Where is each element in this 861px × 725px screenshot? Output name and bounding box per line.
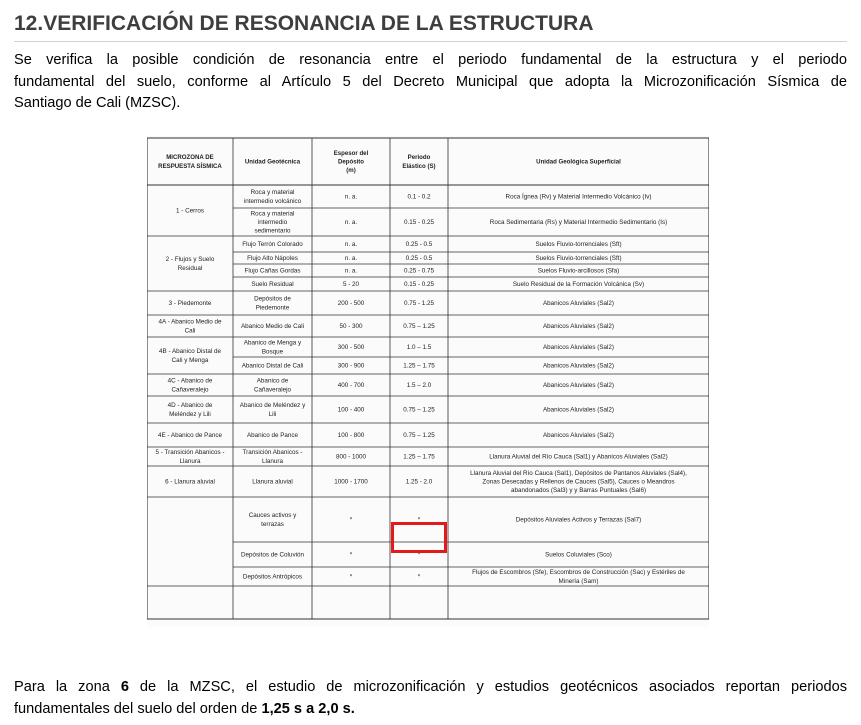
cell-microzone: 4A - Abanico Medio de [158, 318, 222, 326]
cell-deposit-thickness: n. a. [344, 255, 358, 262]
cell-surface-geology: Suelos Fluvio-torrenciales (Sft) [535, 255, 622, 262]
cell-surface-geology: Abanicos Aluviales (Sal2) [542, 300, 615, 307]
cell-geotechnical-unit: Abanico de Menga y [243, 339, 302, 347]
cell-deposit-thickness: * [349, 551, 353, 559]
cell-microzone: 5 - Transición Abanicos - [155, 449, 225, 457]
period-range: 1,25 s a 2,0 s. [261, 700, 355, 717]
intro-line-2: fundamental del suelo, conforme al Artículo 5 del Decreto Municipal que adopta la Microzonificación Sísmica de [14, 73, 847, 90]
cell-surface-geology: Abanicos Aluviales (Sal2) [542, 323, 615, 330]
table-header-cell: RESPUESTA SÍSMICA [158, 162, 222, 170]
cell-geotechnical-unit: Cauces activos y [248, 512, 297, 520]
conclusion-paragraph [14, 677, 847, 720]
cell-elastic-period: 1.0 – 1.5 [406, 344, 432, 351]
cell-elastic-period: 1.5 – 2.0 [406, 382, 432, 389]
cell-deposit-thickness: 100 - 800 [337, 432, 365, 439]
cell-deposit-thickness: 5 - 20 [342, 281, 360, 288]
cell-elastic-period: 0.75 – 1.25 [403, 323, 435, 330]
cell-elastic-period: 0.15 - 0.25 [403, 219, 435, 226]
cell-elastic-period: 0.75 – 1.25 [403, 432, 435, 439]
cell-elastic-period: 0.1 - 0.2 [407, 193, 431, 201]
cell-deposit-thickness: * [349, 573, 353, 581]
cell-surface-geology: Abanicos Aluviales (Sal2) [542, 344, 615, 351]
cell-surface-geology: Roca Sedimentaria (Rs) y Material Intermedio Sedimentario (Is) [489, 219, 668, 226]
cell-geotechnical-unit: Roca y material [250, 210, 295, 218]
cell-deposit-thickness: n. a. [344, 267, 358, 275]
cell-elastic-period: 1.25 – 1.75 [403, 453, 435, 461]
table-header-cell: Periodo [407, 154, 431, 162]
cell-geotechnical-unit: Flujo Terrón Colorado [242, 241, 303, 248]
cell-geotechnical-unit: Suelo Residual [251, 281, 294, 288]
cell-surface-geology: Llanura Aluvial del Río Cauca (Sal1), Depósitos de Pantanos Aluviales (Sal4), [470, 469, 687, 477]
cell-microzone: 4C - Abanico de [167, 377, 213, 385]
cell-elastic-period: 0.75 - 1.25 [403, 300, 435, 307]
table-header-cell: MICROZONA DE [166, 154, 214, 162]
table-header-cell: Depósito [337, 158, 365, 166]
cell-deposit-thickness: n. a. [344, 241, 358, 248]
cell-elastic-period: 0.25 - 0.5 [405, 241, 433, 248]
cell-microzone: 4B - Abanico Distal de [159, 348, 221, 356]
cell-surface-geology: Abanicos Aluviales (Sal2) [542, 406, 615, 414]
cell-deposit-thickness: n. a. [344, 219, 358, 226]
cell-geotechnical-unit: Abanico de Meléndez y [239, 402, 306, 410]
cell-geotechnical-unit: Cañaveralejo [253, 386, 292, 394]
cell-geotechnical-unit: Depósitos Antrópicos [242, 573, 303, 581]
cell-microzone: 3 - Piedemonte [168, 300, 212, 307]
cell-microzone: Llanura [179, 457, 201, 465]
cell-geotechnical-unit: terrazas [261, 520, 284, 528]
cell-microzone: 1 - Cerros [176, 207, 204, 215]
cell-geotechnical-unit: Roca y material [250, 189, 295, 197]
conclusion-line-1: Para la zona 6 de la MZSC, el estudio de microzonificación y estudios geotécnicos asociados reportan periodos [14, 679, 847, 695]
table-header-cell: Unidad Geológica Superficial [536, 158, 621, 166]
cell-deposit-thickness: 800 - 1000 [335, 453, 367, 461]
cell-surface-geology: Suelo Residual de la Formación Volcánica (Sv) [512, 281, 645, 288]
cell-surface-geology: Minería (Sam) [558, 577, 599, 585]
cell-deposit-thickness: * [349, 516, 353, 524]
cell-microzone: Cali [184, 327, 196, 335]
cell-elastic-period: * [417, 516, 421, 524]
cell-surface-geology: abandonados (Sal3) y y Barras Puntuales (Sal6) [510, 487, 647, 495]
intro-line-3: Santiago de Cali (MZSC). [14, 95, 181, 111]
cell-microzone: Residual [177, 264, 203, 272]
cell-surface-geology: Llanura Aluvial del Río Cauca (Sal1) y Abanicos Aluviales (Sal2) [489, 453, 668, 461]
cell-deposit-thickness: 200 - 500 [337, 300, 365, 307]
cell-elastic-period: * [417, 573, 421, 581]
cell-geotechnical-unit: Piedemonte [255, 304, 290, 312]
cell-geotechnical-unit: intermedio [257, 219, 288, 226]
cell-surface-geology: Roca Ígnea (Rv) y Material Intermedio Volcánico (Iv) [505, 193, 652, 201]
cell-geotechnical-unit: Abanico de [256, 377, 289, 385]
cell-microzone: 2 - Flujos y Suelo [165, 256, 215, 264]
cell-surface-geology: Suelos Fluvio-arcillosos (Sfa) [537, 267, 620, 275]
cell-surface-geology: Abanicos Aluviales (Sal2) [542, 382, 615, 389]
cell-surface-geology: Zonas Desecadas y Rellenos de Cauces (Sal5), Cauces o Meandros [482, 478, 675, 486]
highlighted-period-cell [391, 522, 447, 553]
cell-geotechnical-unit: Abanico Medio de Cali [240, 323, 305, 330]
cell-elastic-period: 0.25 - 0.75 [403, 267, 435, 275]
cell-geotechnical-unit: Depósitos de [254, 295, 291, 303]
cell-geotechnical-unit: sedimentario [254, 227, 291, 235]
title-underline [14, 41, 847, 42]
cell-deposit-thickness: 400 - 700 [337, 382, 365, 389]
table-header-cell: Unidad Geotécnica [244, 158, 301, 166]
cell-elastic-period: 1.25 - 2.0 [405, 478, 433, 486]
cell-microzone: 4D - Abanico de [167, 402, 213, 410]
cell-microzone: Cali y Menga [171, 356, 209, 364]
cell-geotechnical-unit: Flujo Alto Nápoles [247, 255, 298, 262]
microzonation-table [147, 136, 709, 627]
cell-elastic-period: 0.25 - 0.5 [405, 255, 433, 262]
intro-line-1: Se verifica la posible condición de resonancia entre el periodo fundamental de la estructura y el periodo [14, 52, 847, 68]
cell-geotechnical-unit: Abanico Distal de Cali [241, 362, 304, 370]
cell-geotechnical-unit: Abanico de Pance [246, 432, 299, 439]
cell-elastic-period: 0.15 - 0.25 [403, 281, 435, 288]
cell-geotechnical-unit: intermedio volcánico [243, 197, 302, 205]
cell-geotechnical-unit: Depósitos de Coluvión [240, 551, 305, 559]
cell-elastic-period: 1.25 – 1.75 [403, 362, 435, 370]
cell-geotechnical-unit: Flujo Cañas Gordas [244, 267, 301, 275]
cell-geotechnical-unit: Bosque [261, 348, 284, 356]
table-header-cell: Espesor del [333, 149, 369, 157]
section-title: 12.VERIFICACIÓN DE RESONANCIA DE LA ESTRUCTURA [14, 12, 594, 35]
cell-surface-geology: Suelos Fluvio-torrenciales (Sft) [535, 241, 622, 248]
cell-microzone: 4E - Abanico de Pance [157, 432, 223, 439]
cell-geotechnical-unit: Llanura [261, 457, 284, 465]
intro-paragraph [14, 50, 847, 115]
cell-surface-geology: Flujos de Escombros (Sfe), Escombros de Construcción (Sac) y Estériles de [472, 569, 685, 577]
cell-deposit-thickness: 100 - 400 [337, 406, 365, 414]
cell-microzone: Cañaveralejo [171, 386, 209, 394]
cell-elastic-period: * [417, 551, 421, 559]
cell-deposit-thickness: 300 - 900 [337, 362, 365, 370]
conclusion-line-2: fundamentales del suelo del orden de 1,25 s a 2,0 s. [14, 700, 355, 717]
cell-deposit-thickness: 300 - 500 [337, 344, 365, 351]
cell-microzone: 6 - Llanura aluvial [165, 478, 215, 486]
cell-deposit-thickness: 1000 - 1700 [334, 478, 368, 486]
cell-deposit-thickness: n. a. [344, 193, 358, 201]
table-header-cell: (m) [346, 167, 356, 175]
cell-surface-geology: Abanicos Aluviales (Sal2) [542, 362, 615, 370]
cell-surface-geology: Suelos Coluviales (Sco) [545, 551, 612, 559]
cell-surface-geology: Depósitos Aluviales Activos y Terrazas (Sal7) [515, 516, 642, 524]
cell-surface-geology: Abanicos Aluviales (Sal2) [542, 432, 615, 439]
zone-number: 6 [120, 679, 129, 695]
cell-geotechnical-unit: Transición Abanicos - [242, 449, 303, 457]
cell-geotechnical-unit: Lili [268, 410, 277, 418]
cell-microzone: Meléndez y Lili [169, 410, 211, 418]
table-header-cell: Elástico (S) [402, 162, 436, 170]
cell-deposit-thickness: 50 - 300 [339, 323, 363, 330]
cell-geotechnical-unit: Llanura aluvial [252, 478, 293, 486]
cell-elastic-period: 0.75 – 1.25 [403, 406, 435, 414]
